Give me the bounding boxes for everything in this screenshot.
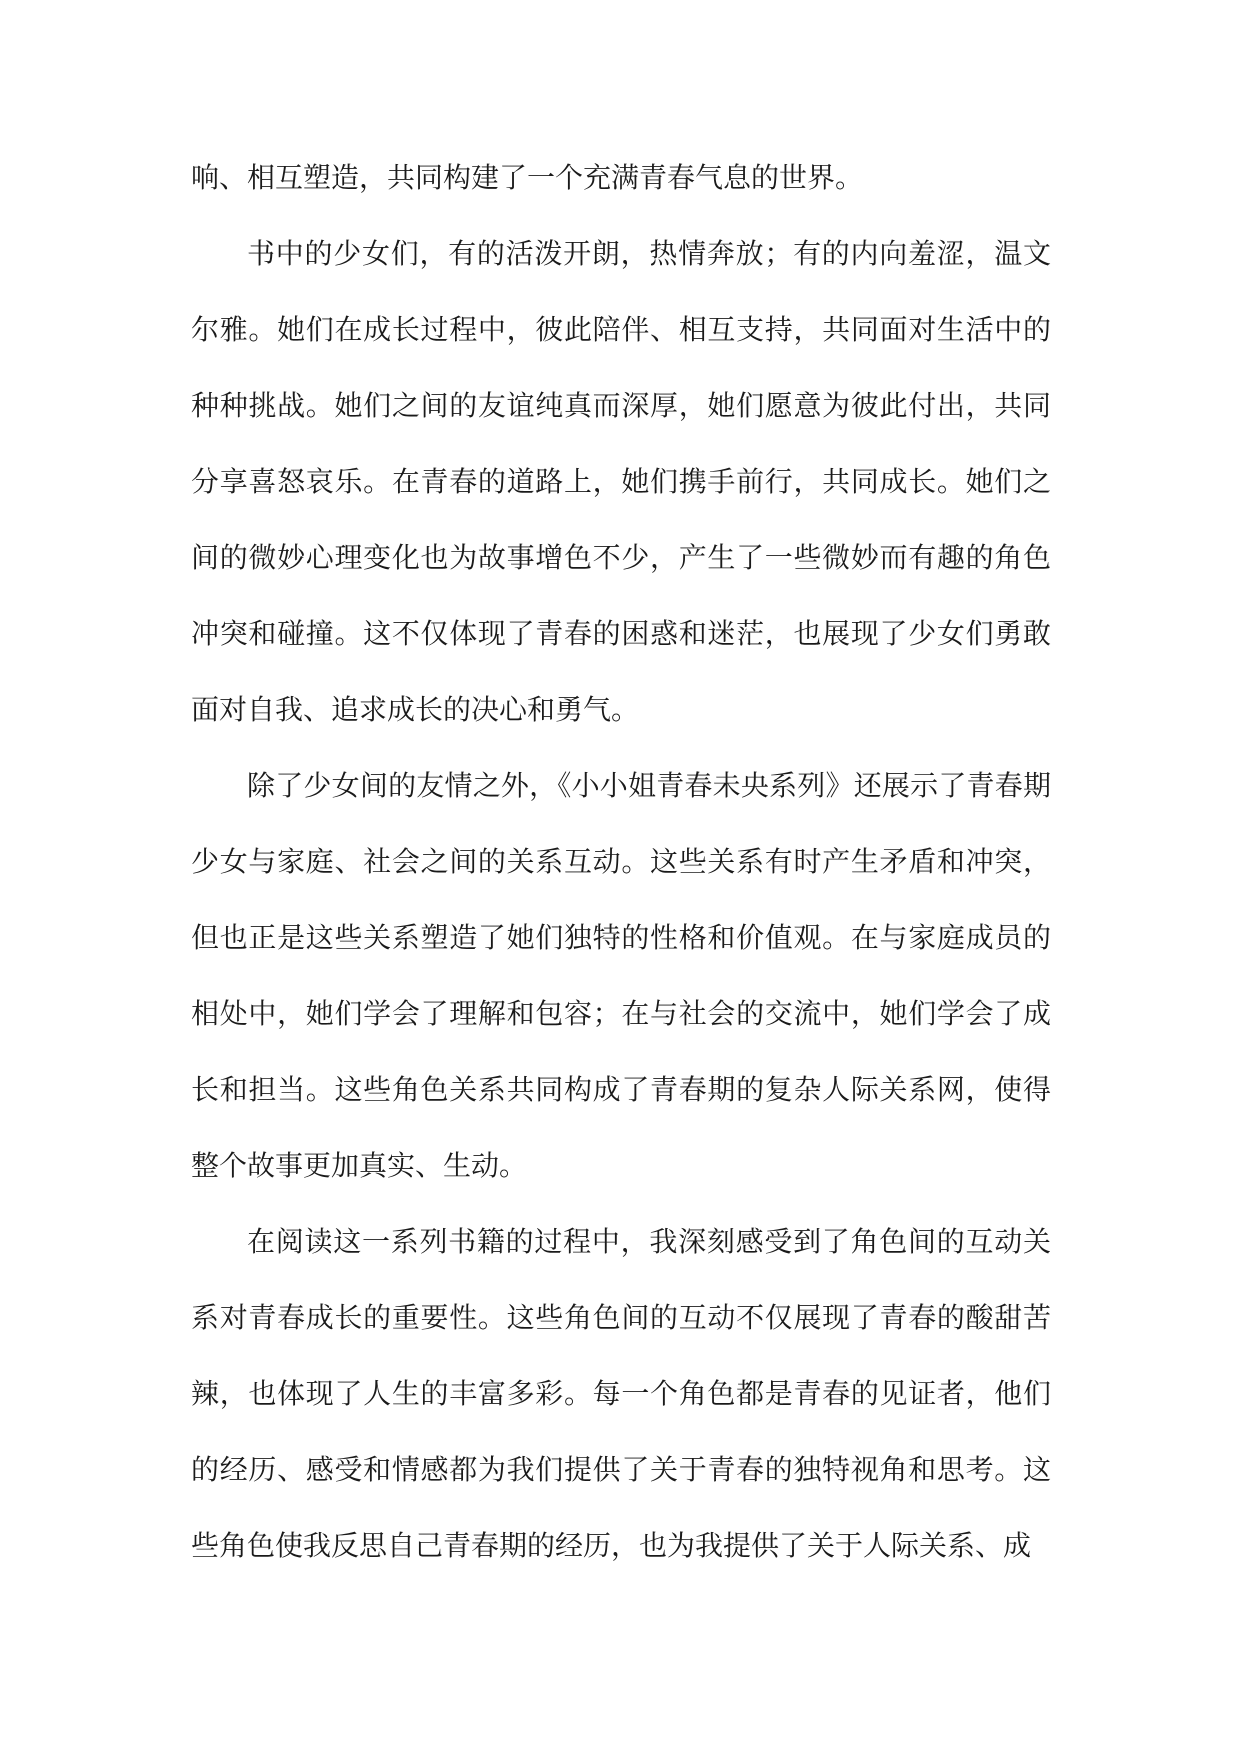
paragraph: 除了少女间的友情之外，《小小姐青春未央系列》还展示了青春期少女与家庭、社会之间的关系互动。这些关系有时产生矛盾和冲突，但也正是这些关系塑造了她们独特的性格和价值观。在与家庭成员的相处中，她们学会了理解和包容；在与社会的交流中，她们学会了成长和担当。这些角色关系共同构成了青春期的复杂人际关系网，使得整个故事更加真实、生动。 (191, 769, 1051, 1182)
paragraph-continued: 响、相互塑造，共同构建了一个充满青春气息的世界。 (191, 161, 864, 194)
paragraph: 在阅读这一系列书籍的过程中，我深刻感受到了角色间的互动关系对青春成长的重要性。这些角色间的互动不仅展现了青春的酸甜苦辣，也体现了人生的丰富多彩。每一个角色都是青春的见证者，他们的经历、感受和情感都为我们提供了关于青春的独特视角和思考。这些角色使我反思自己青春期的经历，也为我提供了关于人际关系、成 (191, 1225, 1051, 1562)
document-body (191, 140, 1051, 1584)
paragraph: 书中的少女们，有的活泼开朗，热情奔放；有的内向羞涩，温文尔雅。她们在成长过程中，彼此陪伴、相互支持，共同面对生活中的种种挑战。她们之间的友谊纯真而深厚，她们愿意为彼此付出，共同分享喜怒哀乐。在青春的道路上，她们携手前行，共同成长。她们之间的微妙心理变化也为故事增色不少，产生了一些微妙而有趣的角色冲突和碰撞。这不仅体现了青春的困惑和迷茫，也展现了少女们勇敢面对自我、追求成长的决心和勇气。 (191, 237, 1051, 726)
